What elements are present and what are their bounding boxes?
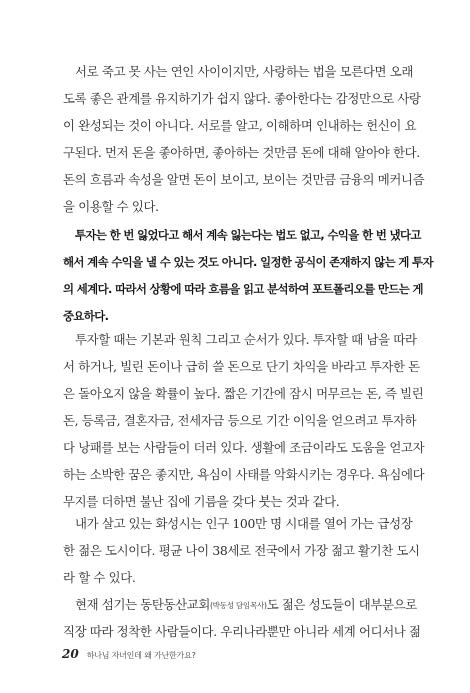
running-head: 하나님 자녀인데 왜 가난한가요?: [86, 651, 196, 660]
text-line: 이 완성되는 것이 아니다. 서로를 알고, 이해하며 인내하는 헌신이 요: [63, 118, 417, 133]
text-line: 내가 살고 있는 화성시는 인구 100만 명 시대를 열어 가는 급성장: [75, 516, 413, 531]
text-line: 하는 소박한 꿈은 좋지만, 욕심이 사태를 악화시키는 경우다. 욕심에다: [63, 467, 425, 482]
text-line: [63, 591, 417, 618]
paragraph-5: [63, 591, 421, 645]
paragraph-3: [63, 326, 425, 515]
text-fragment: 현재 섬기는 동탄동산교회: [75, 597, 210, 612]
text-line: 돈, 등록금, 결혼자금, 전세자금 등으로 기간 이익을 얻으려고 투자하: [63, 413, 417, 428]
text-line: 직장 따라 정착한 사람들이다. 우리나라뿐만 아니라 세계 어디서나 젊: [63, 624, 421, 639]
text-line: 을 이용할 수 있다.: [63, 199, 159, 214]
text-line: 의 세계다. 따라서 상황에 따라 흐름을 읽고 분석하여 포트폴리오를 만드는 게: [63, 282, 423, 296]
text-line: 라 할 수 있다.: [63, 570, 136, 585]
text-line: 구된다. 먼저 돈을 좋아하면, 좋아하는 것만큼 돈에 대해 알아야 한다.: [63, 145, 420, 160]
text-line: 도록 좋은 관계를 유지하기가 쉽지 않다. 좋아한다는 감정만으로 사랑: [63, 91, 421, 106]
text-line: 무지를 더하면 불난 집에 기름을 갖다 붓는 것과 같다.: [63, 494, 340, 509]
page-footer: [62, 647, 196, 663]
paragraph-4: [63, 510, 420, 591]
paragraph-1: [63, 58, 425, 220]
text-line: 다 낭패를 보는 사람들이 더러 있다. 생활에 조금이라도 도움을 얻고자: [63, 440, 425, 455]
text-line: 투자할 때는 기본과 원칙 그리고 순서가 있다. 투자할 때 남을 따라: [75, 332, 417, 347]
text-line: 돈의 흐름과 속성을 알면 돈이 보이고, 보이는 것만큼 금융의 메커니즘: [63, 172, 425, 187]
emphasis-paragraph: [63, 222, 433, 330]
pastor-note: (박동성 담임목사): [210, 601, 267, 610]
text-line: 서 하거나, 빌린 돈이나 급히 쓸 돈으로 단기 차익을 바라고 투자한 돈: [63, 359, 420, 374]
text-line: 해서 계속 수익을 낼 수 있는 것도 아니다. 일정한 공식이 존재하지 않는 게 투자: [63, 255, 433, 269]
text-line: 투자는 한 번 잃었다고 해서 계속 잃는다는 법도 없고, 수익을 한 번 냈다고: [75, 228, 421, 242]
text-line: 은 돌아오지 않을 확률이 높다. 짧은 기간에 잠시 머무르는 돈, 즉 빌린: [63, 386, 424, 401]
text-line: 한 젊은 도시이다. 평균 나이 38세로 전국에서 가장 젊고 활기찬 도시: [63, 543, 420, 558]
text-line: 서로 죽고 못 사는 연인 사이이지만, 사랑하는 법을 모른다면 오래: [75, 64, 413, 79]
text-line: 중요하다.: [63, 309, 109, 323]
page-number: 20: [62, 647, 79, 661]
text-fragment: 도 젊은 성도들이 대부분으로: [266, 597, 417, 612]
